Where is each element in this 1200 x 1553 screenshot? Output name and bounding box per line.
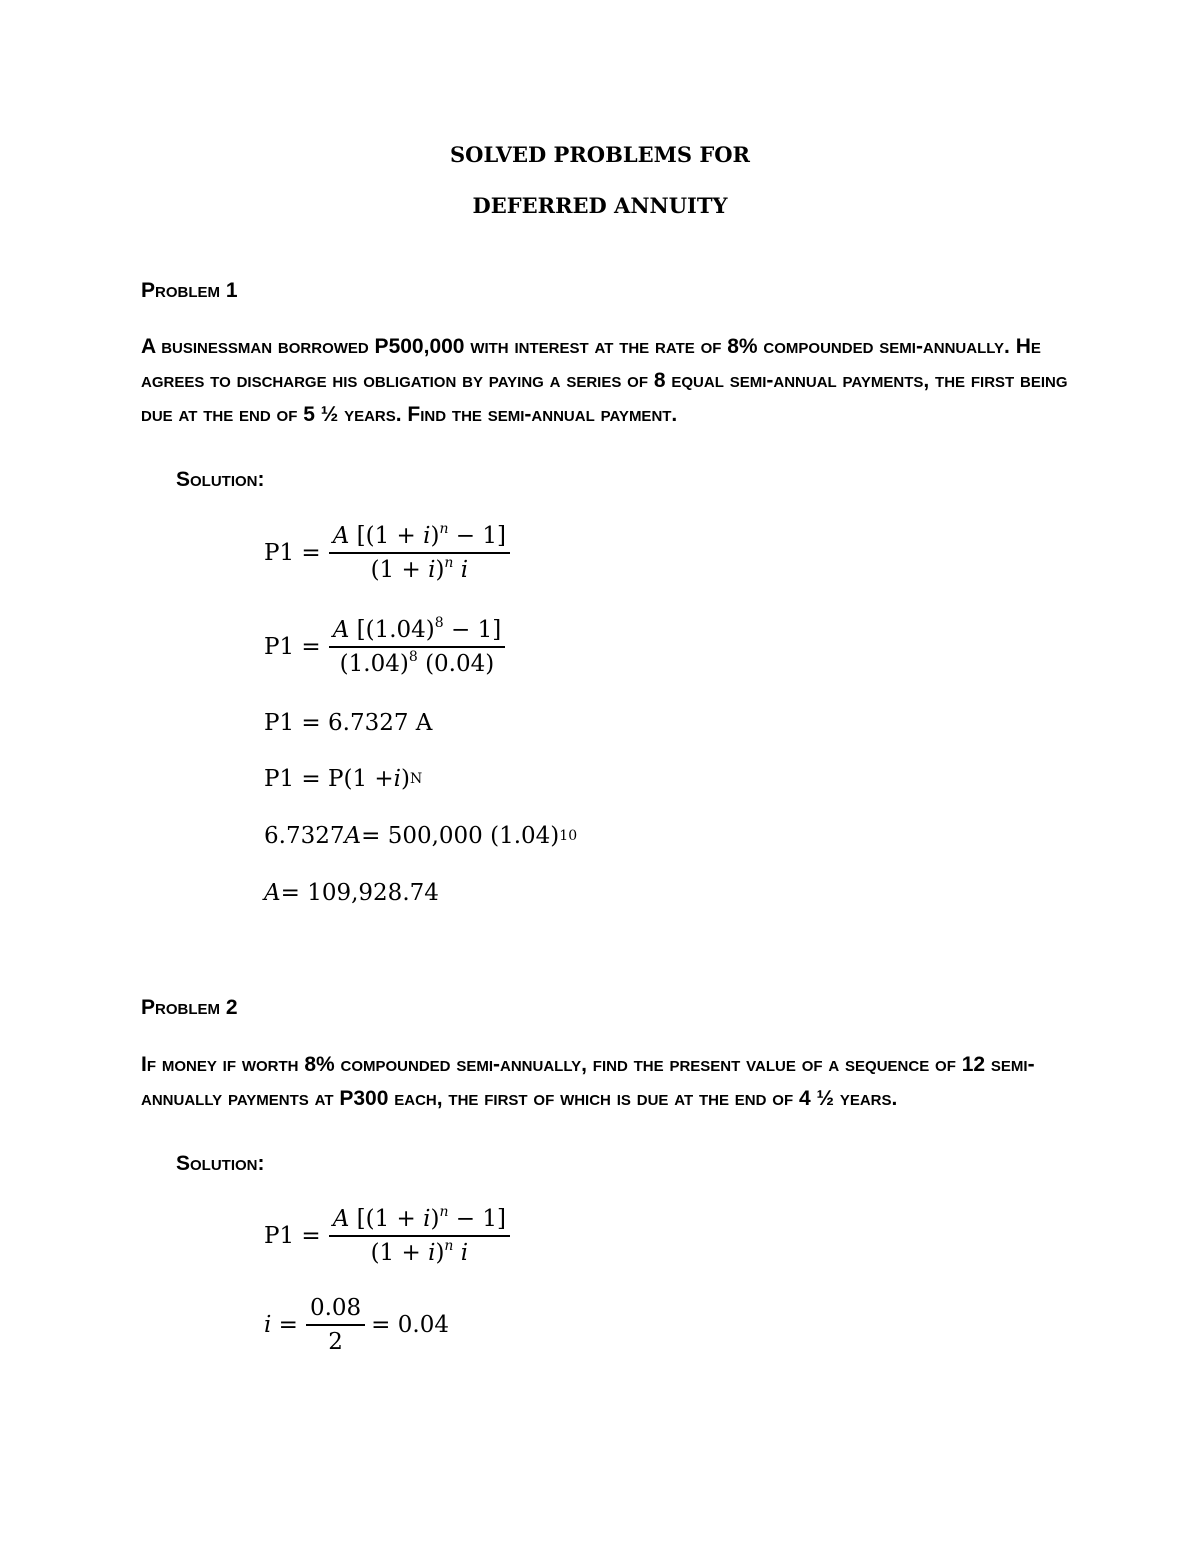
problem1-heading: Problem 1 — [141, 279, 238, 302]
problem2-formula-equation — [264, 1206, 510, 1266]
problem1-result-equation: P1 = 6.7327 A — [264, 710, 433, 736]
problem1-answer-equation: A = 109,928.74 — [264, 880, 439, 906]
problem2-heading: Problem 2 — [141, 996, 238, 1019]
equation-lhs: P1 = — [264, 1223, 321, 1249]
fraction-denominator: $(1.04)^8$ (0.04) — [339, 649, 495, 677]
problem1-present-value-equation: P1 = P(1 + i ) N — [264, 766, 423, 792]
fraction-denominator: 2 — [328, 1329, 343, 1355]
fraction-denominator: $(1 + i)^n$ i — [370, 555, 469, 583]
document-title-line1: SOLVED PROBLEMS FOR — [450, 142, 750, 167]
problem1-formula-equation — [264, 523, 510, 583]
fraction — [329, 617, 506, 677]
problem2-solution-label: Solution: — [176, 1152, 265, 1175]
problem2-text: If money if worth 8% compounded semi-annually, find the present value of a sequence of 12 semi-annually payments at P300 each, the first of which is due at the end of 4 ½ years. — [141, 1053, 1035, 1110]
equation-rhs: = 0.04 — [371, 1312, 449, 1338]
problem1-solution-label: Solution: — [176, 468, 265, 491]
fraction-denominator: $(1 + i)^n$ i — [370, 1238, 469, 1266]
fraction — [329, 1206, 510, 1266]
fraction-numerator: A $[(1 + i)^n - 1]$ — [329, 1206, 510, 1237]
fraction — [306, 1295, 365, 1355]
equation-lhs: i = — [264, 1312, 298, 1338]
equation-lhs: P1 = — [264, 634, 321, 660]
equation-lhs: P1 = — [264, 540, 321, 566]
fraction-numerator: 0.08 — [306, 1295, 365, 1326]
problem1-text: A businessman borrowed P500,000 with interest at the rate of 8% compounded semi-annually. He agrees to discharge his obligation by paying a series of 8 equal semi-annual payments, the first being due at the end of 5 ½ years. Find the semi-annual payment. — [141, 335, 1068, 426]
problem2-rate-equation — [264, 1295, 449, 1355]
fraction-numerator: A $[(1 + i)^n - 1]$ — [329, 523, 510, 554]
document-title-line2: DEFERRED ANNUITY — [472, 193, 728, 218]
problem1-solve-equation: 6.7327 A = 500,000 (1.04) 10 — [264, 823, 578, 849]
fraction — [329, 523, 510, 583]
fraction-numerator: A $[(1.04)^8 - 1]$ — [329, 617, 506, 648]
problem1-substitution-equation — [264, 617, 505, 677]
